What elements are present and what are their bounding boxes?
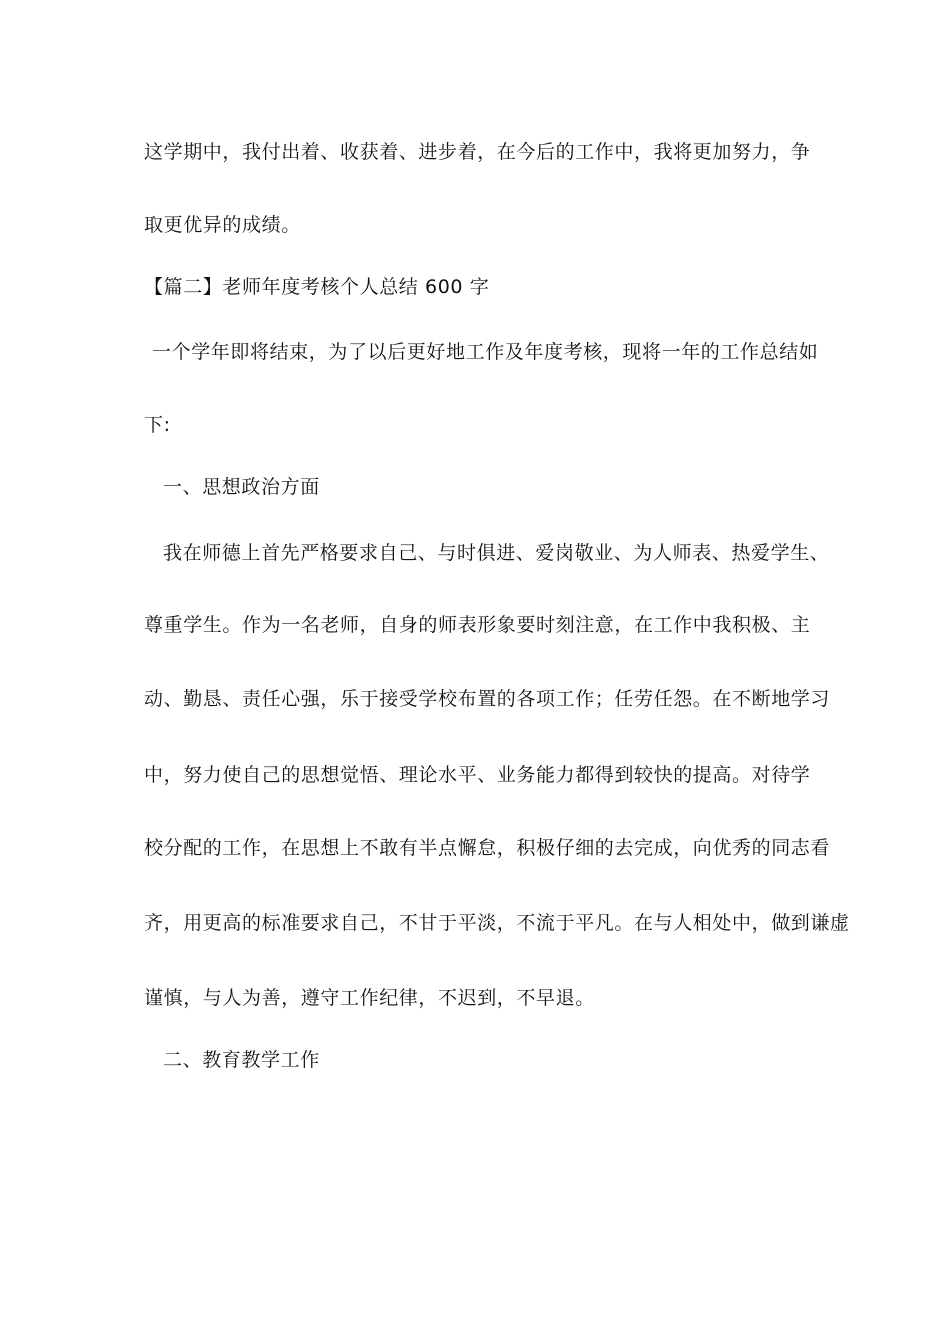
paragraph-line: 齐，用更高的标准要求自己，不甘于平淡，不流于平凡。在与人相处中，做到谦虚 (144, 912, 850, 934)
subsection-heading: 一、思想政治方面 (163, 476, 320, 498)
paragraph-line: 这学期中，我付出着、收获着、进步着，在今后的工作中，我将更加努力，争 (144, 141, 811, 163)
paragraph-line: 我在师德上首先严格要求自己、与时俱进、爱岗敬业、为人师表、热爱学生、 (163, 542, 830, 564)
subsection-heading: 二、教育教学工作 (163, 1049, 320, 1071)
paragraph-line: 下: (144, 414, 171, 436)
paragraph-line: 取更优异的成绩。 (144, 214, 301, 236)
paragraph-line: 动、勤恳、责任心强，乐于接受学校布置的各项工作；任劳任怨。在不断地学习 (144, 688, 831, 710)
paragraph-line: 尊重学生。作为一名老师，自身的师表形象要时刻注意，在工作中我积极、主 (144, 614, 811, 636)
section-heading: 【篇二】老师年度考核个人总结 600 字 (144, 276, 490, 298)
paragraph-line: 中，努力使自己的思想觉悟、理论水平、业务能力都得到较快的提高。对待学 (144, 764, 811, 786)
paragraph-line: 一个学年即将结束，为了以后更好地工作及年度考核，现将一年的工作总结如 (152, 341, 819, 363)
paragraph-line: 校分配的工作，在思想上不敢有半点懈怠，积极仔细的去完成，向优秀的同志看 (144, 837, 831, 859)
paragraph-line: 谨慎，与人为善，遵守工作纪律，不迟到，不早退。 (144, 987, 595, 1009)
